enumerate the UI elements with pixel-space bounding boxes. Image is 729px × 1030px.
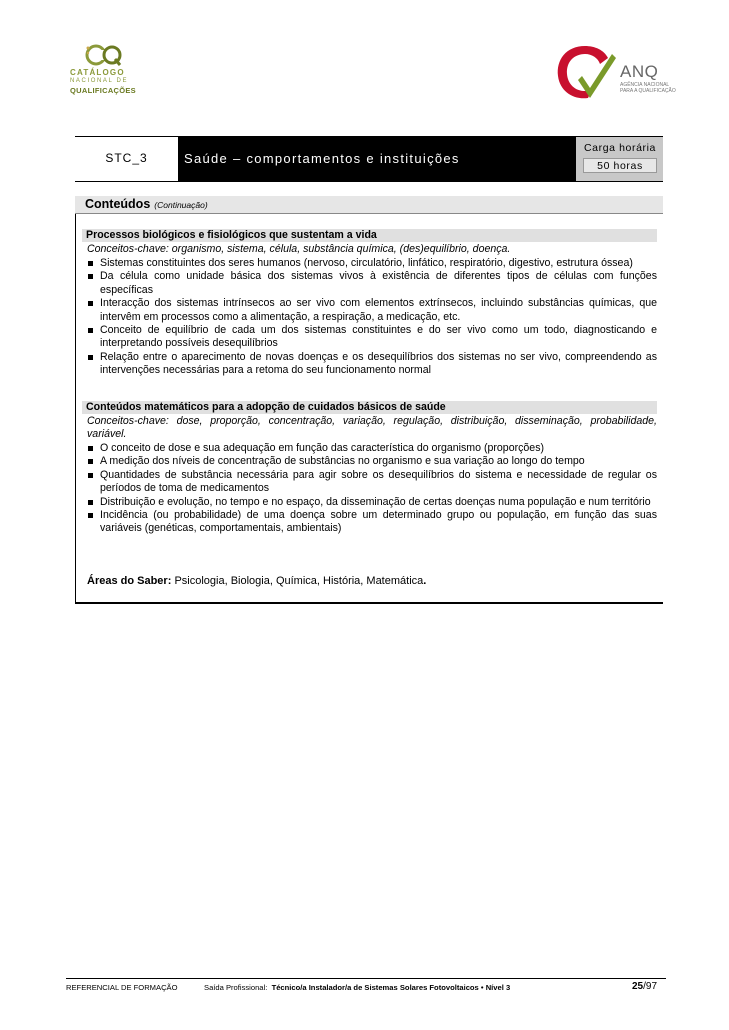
cnq-line2: NACIONAL DE [70,78,129,84]
cnq-mark-icon [84,44,124,66]
footer-page-current: 25 [632,981,644,992]
section1-title: Processos biológicos e fisiológicos que sustentam a vida [86,229,377,241]
header-bottom-rule [75,181,663,182]
list-item: A medição dos níveis de concentração de substâncias no organismo e sua variação ao longo do tempo [87,455,657,468]
carga-value: 50 horas [583,158,657,173]
contents-title [85,197,208,211]
cnq-line1: CATÁLOGO [70,68,125,77]
anq-name: ANQ [620,62,659,81]
section2-title: Conteúdos matemáticos para a adopção de cuidados básicos de saúde [86,401,446,413]
areas-label: Áreas do Saber: [87,575,172,587]
list-item: Sistemas constituintes dos seres humanos (nervoso, circulatório, linfático, respiratório, digestivo, estrutura óssea) [87,257,657,270]
anq-logo [552,40,676,106]
list-item: Da célula como unidade básica dos sistemas vivos à existência de diferentes tipos de células com funções específicas [87,270,657,297]
list-item: Incidência (ou probabilidade) de uma doença sobre um determinado grupo ou população, em função das suas variáveis (genéticas, comportamentais, ambientais) [87,509,657,536]
cnq-logo [68,44,146,104]
list-item: Relação entre o aparecimento de novas doenças e os desequilíbrios dos sistemas no ser vivo, compreendendo as intervenções necessárias para a retoma do seu funcionamento normal [87,351,657,378]
contents-subtitle: (Continuação) [154,200,208,210]
list-item: Interacção dos sistemas intrínsecos ao ser vivo com elementos extrínsecos, incluindo substâncias químicas, que intervêm em processos como a alimentação, a respiração, a medicação, etc. [87,297,657,324]
footer-rule [66,978,666,979]
module-code: STC_3 [105,151,148,165]
footer-level: Nível 3 [485,983,511,992]
list-item: Conceito de equilíbrio de cada um dos sistemas constituintes e do ser vivo como um todo, diagnosticando e interpretando possíveis desequilíbrios [87,324,657,351]
anq-sub1: AGÊNCIA NACIONAL [620,82,670,88]
footer-saida-label: Saída Profissional: [204,983,268,992]
footer-saida-value: Técnico/a Instalador/a de Sistemas Solares Fotovoltaicos [271,983,479,992]
content-bottom-rule [75,602,663,604]
list-item: Distribuição e evolução, no tempo e no espaço, da disseminação de certas doenças numa população e num território [87,496,657,509]
footer-saida [204,983,510,992]
list-item: Quantidades de substância necessária para agir sobre os desequilíbrios do sistema e necessidade de regular os períodos de toma de medicamentos [87,469,657,496]
module-title: Saúde – comportamentos e instituições [184,151,460,166]
section2-list [87,442,657,536]
section1-keywords: Conceitos-chave: organismo, sistema, célula, substância química, (des)equilíbrio, doença. [87,243,511,255]
cnq-line3: QUALIFICAÇÕES [70,86,136,95]
content-left-rule [75,196,76,603]
contents-title-text: Conteúdos [85,197,151,211]
list-item: O conceito de dose e sua adequação em função das característica do organismo (proporções) [87,442,657,455]
areas-end: . [423,575,427,587]
section1-list [87,257,657,378]
carga-label: Carga horária [584,142,656,154]
section2-keywords: Conceitos-chave: dose, proporção, concentração, variação, regulação, distribuição, disseminação, probabilidade, variável. [87,415,657,440]
anq-q-icon [552,40,618,106]
anq-sub2: PARA A QUALIFICAÇÃO [620,88,676,94]
footer-bullet: • [480,983,484,992]
footer-page-total: /97 [643,981,658,992]
header-top-rule [75,136,663,137]
footer-page [632,981,657,992]
areas-value: Psicologia, Biologia, Química, História, Matemática [174,575,424,587]
areas-do-saber [87,575,426,587]
footer-left: REFERENCIAL DE FORMAÇÃO [66,983,178,992]
